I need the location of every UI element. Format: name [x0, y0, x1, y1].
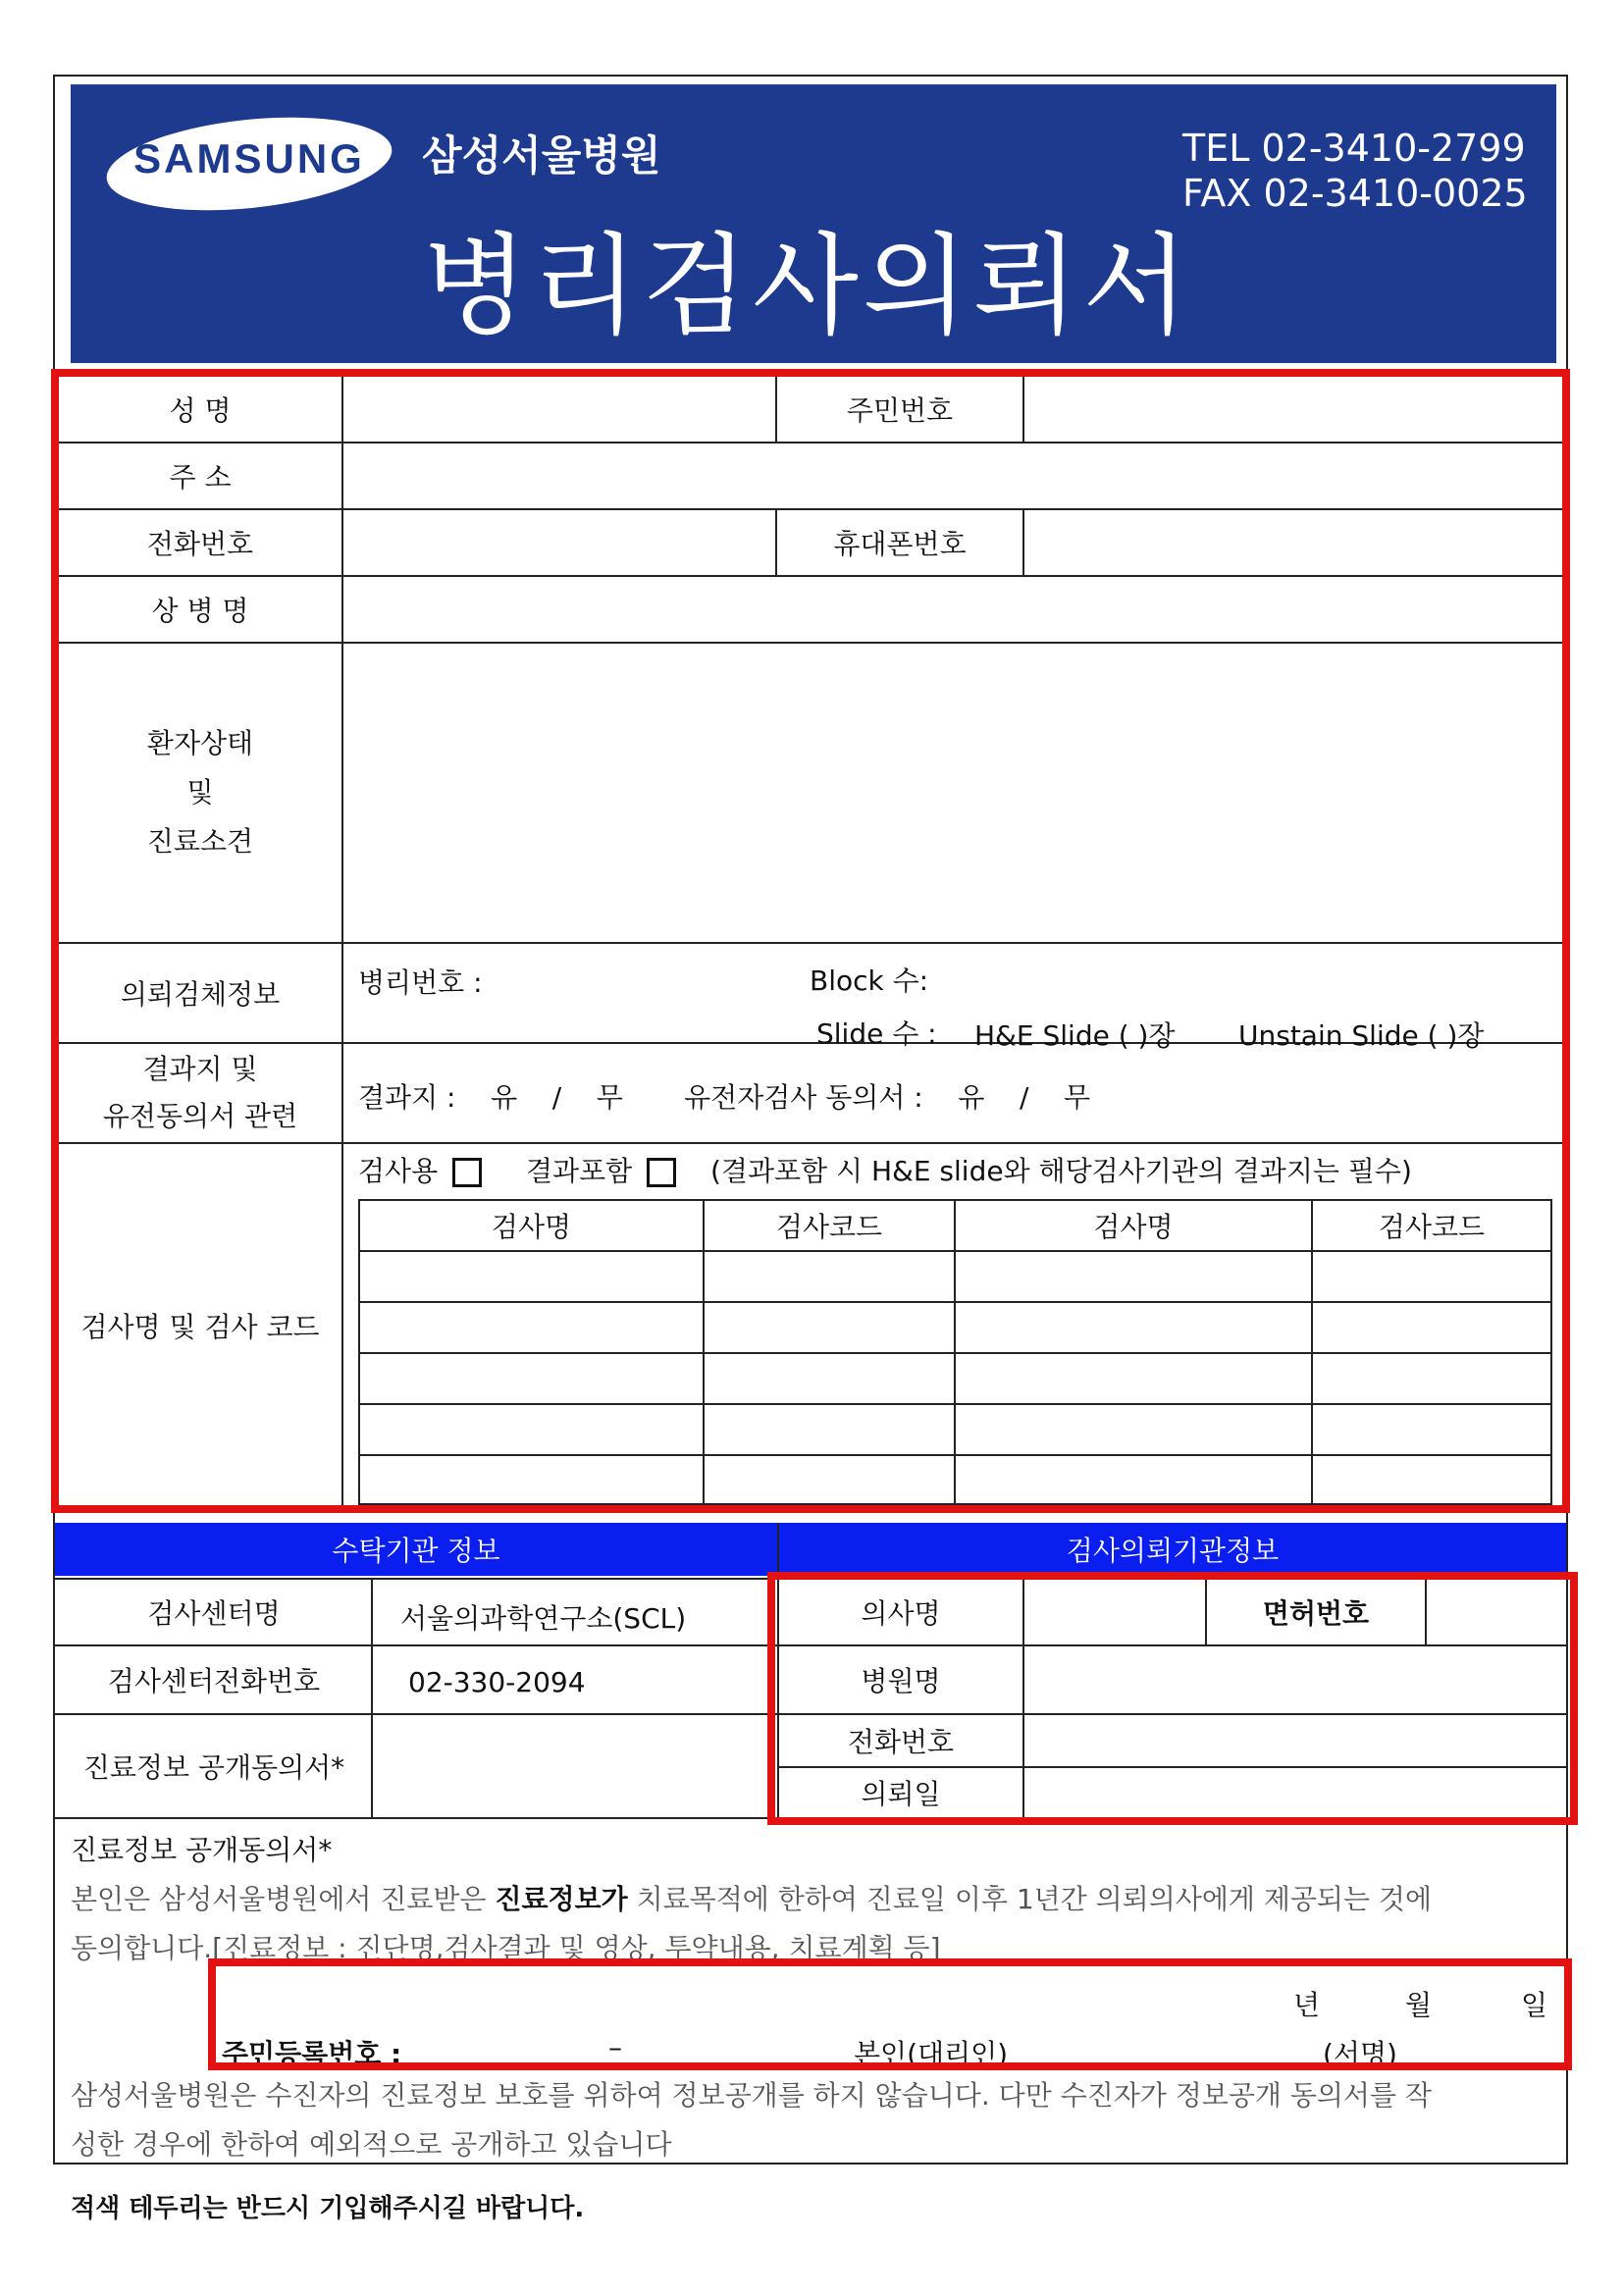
tests-label: 검사명 및 검사 코드: [80, 1311, 320, 1343]
samsung-logo-text: SAMSUNG: [133, 135, 365, 182]
unstain-slide-count[interactable]: Unstain Slide ( )장: [1238, 1019, 1485, 1052]
phone-label: 전화번호: [146, 528, 254, 560]
diagnosis-label: 상 병 명: [151, 595, 249, 627]
test-use-label: 검사용: [358, 1155, 439, 1187]
rrn-dash: –: [608, 2031, 622, 2063]
signature-label[interactable]: (서명): [1323, 2038, 1397, 2070]
table-header: 검사코드: [775, 1211, 883, 1243]
hospital-name: 삼성서울병원: [422, 131, 661, 180]
result-label-line1: 결과지 및: [142, 1053, 258, 1085]
mobile-label: 휴대폰번호: [833, 528, 967, 560]
consent-doc-label: 진료정보 공개동의서*: [82, 1751, 345, 1784]
pathology-number[interactable]: 병리번호 :: [358, 966, 483, 999]
result-options[interactable]: 결과지 : 유 / 무 유전자검사 동의서 : 유 / 무: [358, 1081, 1091, 1114]
required-patient-border: [51, 369, 1570, 1513]
he-slide-count[interactable]: H&E Slide ( )장: [974, 1019, 1176, 1052]
required-signature-border: [208, 1958, 1572, 2070]
center-name-label: 검사센터명: [147, 1597, 281, 1630]
result-include-label: 결과포함: [525, 1155, 633, 1187]
center-phone-label: 검사센터전화번호: [107, 1665, 321, 1697]
fax-number: FAX 02-3410-0025: [1182, 172, 1528, 215]
center-name-value: 서울의과학연구소(SCL): [400, 1602, 687, 1635]
consent-line-1c: 치료목적에 한하여 진료일 이후 1년간 의뢰의사에게 제공되는 것에: [627, 1883, 1433, 1915]
result-label-line2: 유전동의서 관련: [102, 1100, 298, 1132]
required-requester-border: [767, 1572, 1578, 1825]
center-phone-value: 02-330-2094: [408, 1666, 586, 1698]
self-proxy-label: 본인(대리인): [854, 2038, 1009, 2070]
table-header: 검사명: [491, 1211, 572, 1243]
address-label: 주 소: [169, 461, 232, 494]
status-label-line3: 진료소견: [146, 825, 254, 858]
consent-line-1a: 본인은 삼성서울병원에서 진료받은: [71, 1883, 496, 1915]
block-count[interactable]: Block 수:: [810, 965, 929, 997]
doctor-name-label: 의사명: [861, 1597, 941, 1630]
rrn-label: 주민번호: [846, 394, 954, 427]
request-date-label: 의뢰일: [861, 1778, 941, 1810]
consent-line-4: 성한 경우에 한하여 예외적으로 공개하고 있습니다: [71, 2128, 672, 2161]
col-line: [371, 1578, 373, 1819]
day-label: 일: [1521, 1989, 1548, 2021]
year-label: 년: [1293, 1989, 1321, 2021]
table-header: 검사코드: [1378, 1211, 1486, 1243]
footer-note: 적색 테두리는 반드시 기입해주시길 바랍니다.: [71, 2194, 585, 2223]
consent-line-3: 삼성서울병원은 수진자의 진료정보 보호를 위하여 정보공개를 하지 않습니다. 다만 수진자가 정보공개 동의서를 작: [71, 2079, 1432, 2112]
slide-count: Slide 수 :: [816, 1017, 937, 1050]
month-label: 월: [1405, 1989, 1433, 2021]
status-label-line2: 및: [186, 776, 214, 808]
status-label-line1: 환자상태: [146, 727, 254, 759]
requester-header: 검사의뢰기관정보: [779, 1523, 1566, 1576]
consent-title: 진료정보 공개동의서*: [71, 1834, 333, 1866]
form-title: 병리검사의뢰서: [422, 223, 1193, 350]
name-label: 성 명: [169, 394, 232, 427]
consignee-header: 수탁기관 정보: [55, 1523, 777, 1576]
contact-info: [1182, 126, 1528, 216]
requester-phone-label: 전화번호: [847, 1726, 955, 1758]
tel-number: TEL 02-3410-2799: [1182, 127, 1526, 170]
specimen-label: 의뢰검체정보: [120, 978, 281, 1011]
test-note: (결과포함 시 H&E slide와 해당검사기관의 결과지는 필수): [709, 1155, 1412, 1187]
rrn-sign-label: 주민등록번호 :: [222, 2038, 402, 2070]
consent-line-1: [71, 1878, 1432, 1917]
hospital-name-label: 병원명: [861, 1665, 941, 1697]
consent-doc-field[interactable]: [375, 1717, 775, 1815]
consent-line-1b: 진료정보가: [495, 1883, 628, 1915]
license-number-label: 면허번호: [1262, 1597, 1370, 1630]
table-header: 검사명: [1093, 1211, 1174, 1243]
consent-line-2: 동의합니다.[진료정보 : 진단명,검사결과 및 영상, 투약내용, 치료계획 등]: [71, 1932, 941, 1964]
